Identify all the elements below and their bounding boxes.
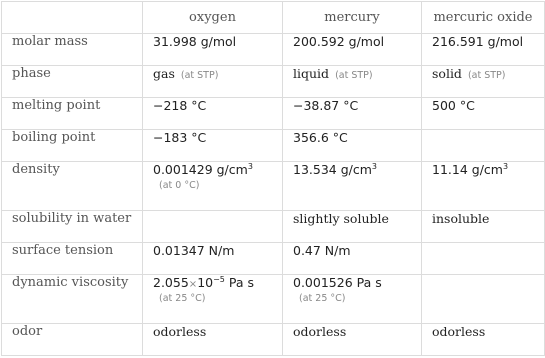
- table-row: [2, 66, 545, 98]
- column-header-mercuric-oxide: mercuric oxide: [422, 2, 545, 34]
- viscosity-oxygen-exponent: −5: [213, 275, 225, 284]
- molar-mass-mercury: 200.592 g/mol: [283, 34, 422, 66]
- phase-mercuric-oxide-cell: [422, 66, 545, 98]
- row-label-odor: odor: [2, 324, 143, 356]
- odor-mercury: odorless: [283, 324, 422, 356]
- viscosity-oxygen-mantissa: 2.055: [153, 275, 189, 290]
- viscosity-mercury: 0.001526 Pa s: [293, 275, 382, 290]
- molar-mass-mercuric-oxide: 216.591 g/mol: [422, 34, 545, 66]
- phase-oxygen-note: (at STP): [180, 70, 219, 81]
- melting-point-oxygen: −218 °C: [143, 98, 283, 130]
- viscosity-oxygen-base: 10: [197, 275, 214, 290]
- table-row: [2, 34, 545, 66]
- table-row: [2, 243, 545, 275]
- viscosity-mercuric-oxide: [422, 275, 545, 324]
- boiling-point-oxygen: −183 °C: [143, 130, 283, 162]
- phase-mercury: liquid: [293, 66, 330, 81]
- header-row: [2, 2, 545, 34]
- row-label-density: density: [2, 162, 143, 211]
- density-mercuric-oxide-cell: [422, 162, 545, 211]
- phase-mercuric-oxide-note: (at STP): [467, 70, 506, 81]
- viscosity-mercury-cell: [283, 275, 422, 324]
- viscosity-oxygen-cell: [143, 275, 283, 324]
- phase-mercury-cell: [283, 66, 422, 98]
- table-row: [2, 211, 545, 243]
- row-label-phase: phase: [2, 66, 143, 98]
- corner-cell: [2, 2, 143, 34]
- melting-point-mercuric-oxide: 500 °C: [422, 98, 545, 130]
- row-label-molar-mass: molar mass: [2, 34, 143, 66]
- solubility-mercury: slightly soluble: [283, 211, 422, 243]
- phase-mercury-note: (at STP): [335, 70, 373, 81]
- density-mercury-exponent: 3: [371, 162, 377, 171]
- column-header-mercury: mercury: [283, 2, 422, 34]
- properties-table: [1, 1, 545, 356]
- boiling-point-mercury: 356.6 °C: [283, 130, 422, 162]
- density-oxygen: 0.001429 g/cm: [153, 162, 248, 177]
- surface-tension-mercury: 0.47 N/m: [283, 243, 422, 275]
- phase-oxygen-cell: [143, 66, 283, 98]
- table-row: [2, 324, 545, 356]
- density-oxygen-exponent: 3: [247, 162, 253, 171]
- density-mercuric-oxide-exponent: 3: [502, 162, 509, 171]
- odor-mercuric-oxide: odorless: [422, 324, 545, 356]
- molar-mass-oxygen: 31.998 g/mol: [143, 34, 283, 66]
- row-label-solubility: solubility in water: [2, 211, 143, 243]
- row-label-dynamic-viscosity: dynamic viscosity: [2, 275, 143, 324]
- table-row: [2, 98, 545, 130]
- boiling-point-mercuric-oxide: [422, 130, 545, 162]
- table-row: [2, 162, 545, 211]
- solubility-mercuric-oxide: insoluble: [422, 211, 545, 243]
- table-row: [2, 275, 545, 324]
- table-row: [2, 130, 545, 162]
- viscosity-mercury-note: (at 25 °C): [299, 293, 346, 304]
- density-mercury: 13.534 g/cm: [293, 162, 372, 177]
- viscosity-oxygen-note: (at 25 °C): [159, 293, 206, 304]
- density-oxygen-cell: [143, 162, 283, 211]
- row-label-boiling-point: boiling point: [2, 130, 143, 162]
- odor-oxygen: odorless: [143, 324, 283, 356]
- density-mercuric-oxide: 11.14 g/cm: [432, 162, 503, 177]
- phase-mercuric-oxide: solid: [432, 66, 462, 81]
- viscosity-oxygen-times: ×: [188, 279, 198, 290]
- density-mercury-cell: [283, 162, 422, 211]
- density-oxygen-note: (at 0 °C): [159, 180, 200, 191]
- melting-point-mercury: −38.87 °C: [283, 98, 422, 130]
- row-label-melting-point: melting point: [2, 98, 143, 130]
- column-header-oxygen: oxygen: [143, 2, 283, 34]
- viscosity-oxygen-unit: Pa s: [228, 275, 254, 290]
- row-label-surface-tension: surface tension: [2, 243, 143, 275]
- surface-tension-mercuric-oxide: [422, 243, 545, 275]
- solubility-oxygen: [143, 211, 283, 243]
- phase-oxygen: gas: [153, 66, 175, 81]
- surface-tension-oxygen: 0.01347 N/m: [143, 243, 283, 275]
